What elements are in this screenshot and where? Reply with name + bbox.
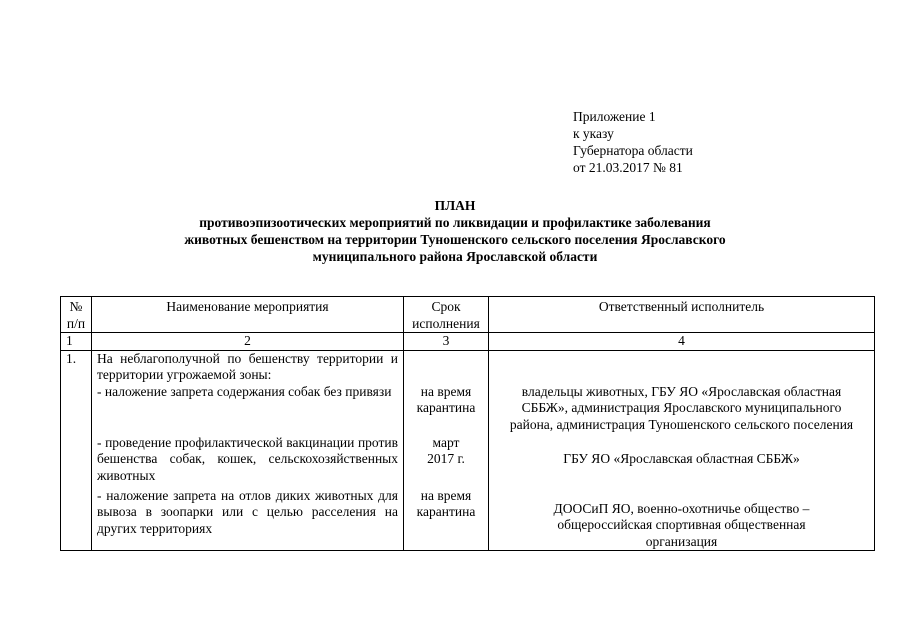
row-terms xyxy=(404,350,489,551)
action-2: - проведение профилактической вакцинации против бешенства собак, кошек, сельскохозяйственных животных xyxy=(97,434,398,483)
action-3: - наложение запрета на отлов диких животных для вывоза в зоопарки или с целью расселения на других территориях xyxy=(97,487,398,536)
row-intro: На неблагополучной по бешенству территории и территории угрожаемой зоны: xyxy=(97,350,398,382)
responsible-3: ДООСиП ЯО, военно-охотничье общество – общероссийская спортивная общественная организация xyxy=(553,500,810,549)
header-term-line-2: исполнения xyxy=(412,315,480,331)
title-line-2: противоэпизоотических мероприятий по ликвидации и профилактике заболевания xyxy=(199,215,711,230)
responsible-1: владельцы животных, ГБУ ЯО «Ярославская областная СББЖ», администрация Ярославского муниципального района, администрация Туношенского сельского поселения xyxy=(509,383,854,432)
term-3: на время карантина xyxy=(416,487,476,519)
row-responsible xyxy=(489,350,875,551)
header-num xyxy=(61,297,92,333)
row-actions xyxy=(92,350,404,551)
term-2: март 2017 г. xyxy=(427,434,465,466)
header-name: Наименование мероприятия xyxy=(92,297,404,333)
header-term xyxy=(404,297,489,333)
column-number-1: 1 xyxy=(61,333,92,351)
title-line-1: ПЛАН xyxy=(434,198,476,213)
appendix-block xyxy=(573,108,693,176)
header-row xyxy=(61,297,875,333)
appendix-line-3: Губернатора области xyxy=(573,143,693,158)
header-responsible: Ответственный исполнитель xyxy=(489,297,875,333)
table-row xyxy=(61,350,875,551)
action-1: - наложение запрета содержания собак без привязи xyxy=(97,383,392,399)
title-line-4: муниципального района Ярославской области xyxy=(312,249,598,264)
column-number-3: 3 xyxy=(404,333,489,351)
responsible-2: ГБУ ЯО «Ярославская областная СББЖ» xyxy=(563,450,800,466)
header-num-line-2: п/п xyxy=(66,315,86,331)
header-num-line-1: № xyxy=(69,299,83,314)
term-1: на время карантина xyxy=(416,383,476,415)
appendix-line-2: к указу xyxy=(573,126,614,141)
title-line-3: животных бешенством на территории Туношенского сельского поселения Ярославского xyxy=(184,232,726,247)
appendix-line-4: от 21.03.2017 № 81 xyxy=(573,160,683,175)
column-number-4: 4 xyxy=(489,333,875,351)
appendix-line-1: Приложение 1 xyxy=(573,109,656,124)
document-title xyxy=(60,197,850,265)
column-number-row xyxy=(61,333,875,351)
row-number: 1. xyxy=(61,350,92,551)
column-number-2: 2 xyxy=(92,333,404,351)
plan-table xyxy=(60,296,875,551)
header-term-line-1: Срок xyxy=(431,299,461,314)
